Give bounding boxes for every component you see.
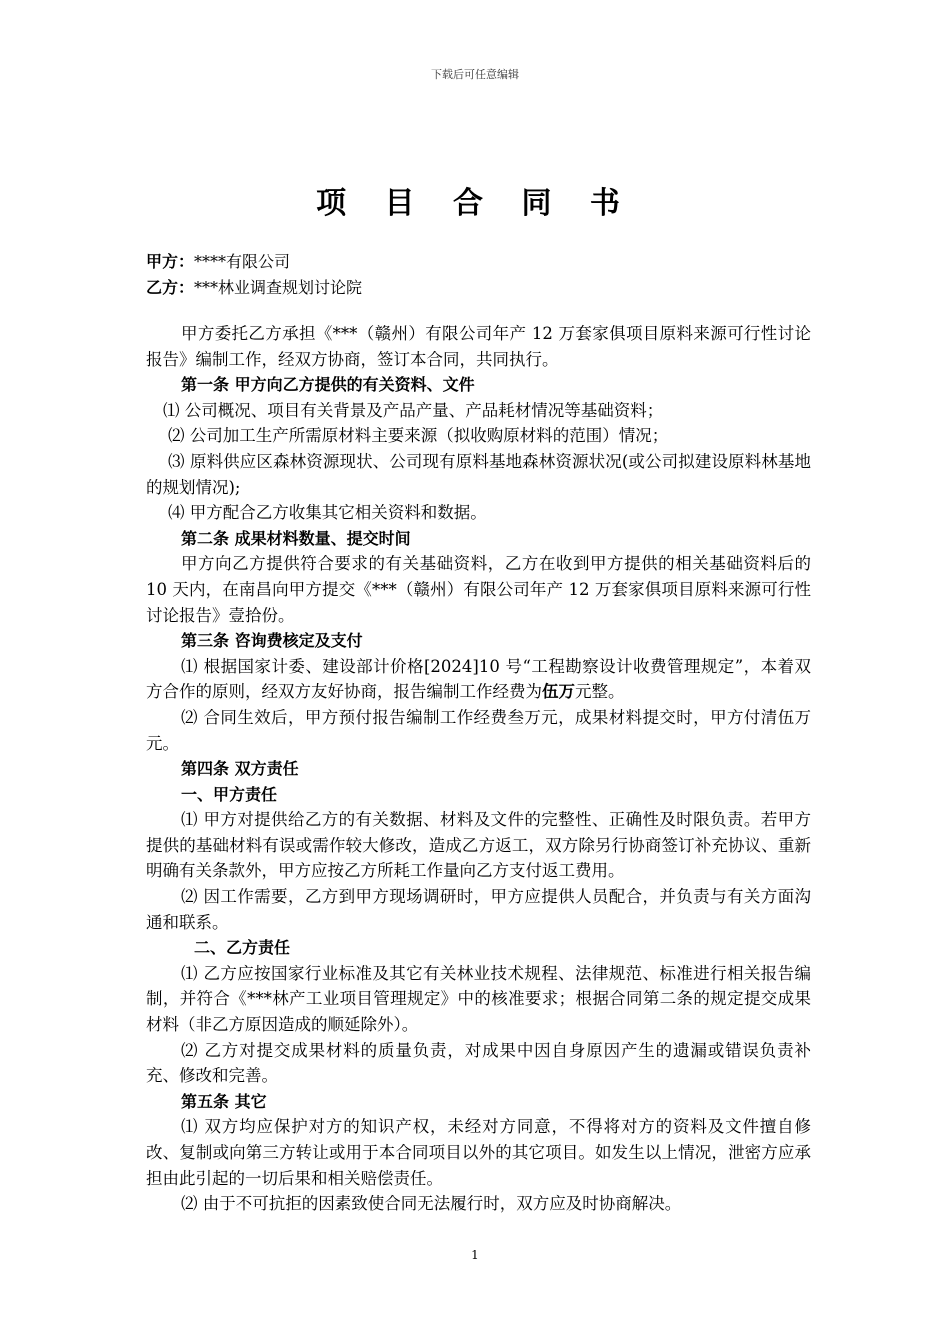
intro-paragraph: 甲方委托乙方承担《***（赣州）有限公司年产 12 万套家俱项目原料来源可行性讨论报告》编制工作，经双方协商，签订本合同，共同执行。: [146, 324, 811, 369]
article-3-item-1-text: ⑴ 根据国家计委、建设部计价格[2024]10 号“工程勘察设计收费管理规定”，本着双方合作的原则，经双方友好协商，报告编制工作经费为: [146, 656, 811, 702]
header-note: 下载后可任意编辑: [431, 68, 519, 81]
article-1-heading: 第一条 甲方向乙方提供的有关资料、文件: [181, 375, 475, 395]
article-5-item: ⑴ 双方均应保护对方的知识产权，未经对方同意，不得将对方的资料及文件擅自修改、复制或向第三方转让或用于本合同项目以外的其它项目。如发生以上情况，泄密方应承担由此引起的一切后果和相关赔偿责任。: [146, 1117, 811, 1188]
party-a-duties-heading: 一、甲方责任: [181, 784, 278, 804]
article-4-heading: 第四条 双方责任: [181, 759, 299, 779]
party-a-name: ****有限公司: [194, 252, 291, 271]
party-b-label: 乙方：: [146, 278, 195, 297]
article-1-item: ⑴ 公司概况、项目有关背景及产品产量、产品耗材情况等基础资料；: [163, 400, 664, 420]
party-a-duty-item: ⑵ 因工作需要，乙方到甲方现场调研时，甲方应提供人员配合，并负责与有关方面沟通和联系。: [146, 887, 811, 932]
party-b-line: [146, 275, 811, 301]
document-title: 项 目 合 同 书: [316, 186, 634, 221]
article-1-item: ⑶ 原料供应区森林资源现状、公司现有原料基地森林资源状况(或公司拟建设原料林基地的规划情况);: [146, 451, 811, 497]
party-a-duty-item: ⑴ 甲方对提供给乙方的有关数据、材料及文件的完整性、正确性及时限负责。若甲方提供的基础材料有误或需作较大修改，造成乙方返工，双方除另行协商签订补充协议、重新明确有关条款外，甲方应按乙方所耗工作量向乙方支付返工费用。: [146, 810, 811, 881]
article-3-item-2: ⑵ 合同生效后，甲方预付报告编制工作经费叁万元，成果材料提交时，甲方付清伍万元。: [146, 707, 811, 753]
article-3-item-1: [146, 654, 811, 705]
article-5-item: ⑵ 由于不可抗拒的因素致使合同无法履行时，双方应及时协商解决。: [181, 1194, 682, 1214]
article-2-heading: 第二条 成果材料数量、提交时间: [181, 528, 411, 548]
page-number: 1: [471, 1248, 479, 1262]
party-b-duty-item: ⑵ 乙方对提交成果材料的质量负责，对成果中因自身原因产生的遗漏或错误负责补充、修改和完善。: [146, 1040, 811, 1086]
article-1-item: ⑵ 公司加工生产所需原材料主要来源（拟收购原材料的范围）情况；: [168, 426, 669, 446]
party-a-label: 甲方：: [146, 252, 195, 271]
fee-amount: 伍万: [542, 682, 575, 702]
party-b-duties-heading: 二、乙方责任: [194, 938, 291, 958]
party-b-duty-item: ⑴ 乙方应按国家行业标准及其它有关林业技术规程、法律规范、标准进行相关报告编制，并符合《***林产工业项目管理规定》中的核准要求；根据合同第二条的规定提交成果材料（非乙方原因造成的顺延除外）。: [146, 963, 811, 1035]
parties-block: [146, 249, 811, 301]
article-5-heading: 第五条 其它: [181, 1091, 267, 1111]
contract-body: [146, 321, 811, 1217]
article-1-item: ⑷ 甲方配合乙方收集其它相关资料和数据。: [168, 503, 487, 523]
article-3-item-1-suffix: 元整。: [575, 682, 625, 702]
article-3-heading: 第三条 咨询费核定及支付: [181, 631, 363, 651]
party-b-name: ***林业调查规划讨论院: [194, 278, 363, 297]
party-a-line: [146, 249, 811, 275]
article-2-text: 甲方向乙方提供符合要求的有关基础资料，乙方在收到甲方提供的相关基础资料后的 10 天内，在南昌向甲方提交《***（赣州）有限公司年产 12 万套家俱项目原料来源可行性讨论报告》壹拾份。: [146, 554, 811, 625]
